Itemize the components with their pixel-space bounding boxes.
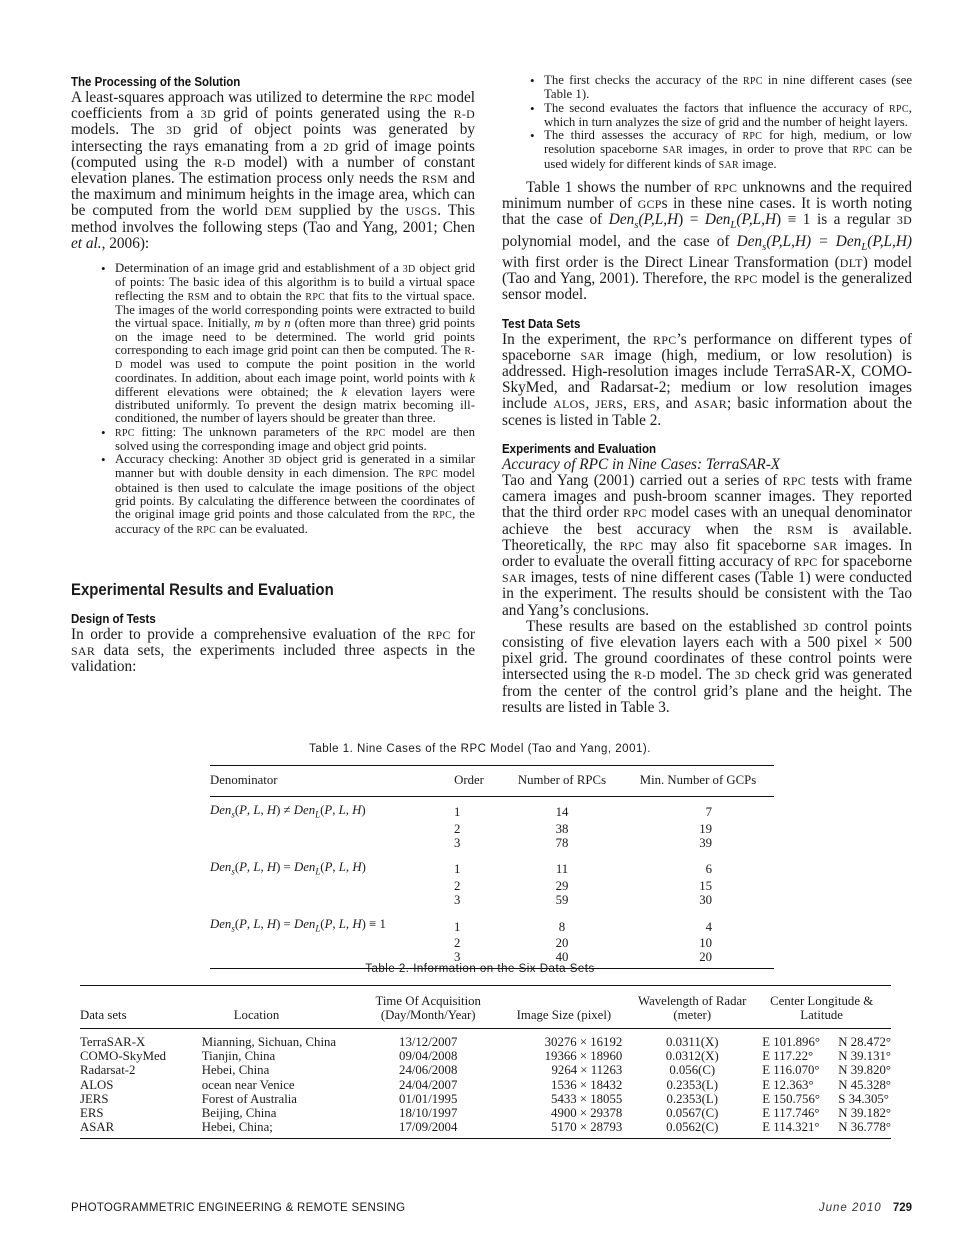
table2-caption: Table 2. Information on the Six Data Sets: [365, 963, 595, 975]
cell-latitude: N 39.182°: [838, 1106, 891, 1121]
cell-wavelength: 0.056(C): [669, 1063, 716, 1078]
cell-rpcs: 20: [555, 936, 569, 951]
heading-experimental-results: Experimental Results and Evaluation: [71, 579, 334, 599]
table-row: [80, 1120, 891, 1139]
page-number: 729: [892, 1202, 912, 1214]
cell-order: 3: [436, 950, 502, 969]
cell-denominator: Den$_s$(P, L, H) ≠ Den$_L$(P, L, H): [210, 803, 366, 820]
cell-data-set: ERS: [80, 1106, 104, 1121]
cell-center: [752, 1106, 891, 1120]
cell-center: [752, 1029, 891, 1050]
paragraph-processing: A least-squares approach was utilized to determine the RPC model coefficients from a 3D grid of points generated using the R-D models. The 3D grid of object points was generated by intersecting the rays emanating from a 2D grid of image points (computed using the R-D model) with a number of constant elevation planes. The estimation process only needs the RSM and the maximum and minimum heights in the image area, which can be computed from the world DEM supplied by the USGS. This method involves the following steps (Tao and Yang, 2001; Chen et al., 2006):: [71, 89, 476, 252]
cell-data-set: JERS: [80, 1091, 109, 1106]
cell-gcps: 30: [699, 893, 712, 908]
table2-body: [80, 1029, 891, 1139]
table2-header: Wavelength of Radar (meter): [632, 986, 752, 1029]
cell-center: [752, 1092, 891, 1106]
cell-size: 5170 × 28793: [496, 1120, 633, 1139]
heading-design-of-tests: Design of Tests: [71, 611, 156, 626]
table-row: [80, 1092, 891, 1106]
table1-header: Number of RPCs: [502, 766, 622, 797]
left-column: [71, 74, 475, 676]
cell-size: 5433 × 18055: [551, 1091, 623, 1106]
cell-longitude: E 150.756°: [762, 1091, 820, 1106]
cell-rpcs: 8: [558, 919, 566, 934]
bullet-list-steps: [71, 262, 475, 537]
cell-time: 24/06/2008: [399, 1063, 458, 1078]
cell-gcps: 39: [699, 835, 712, 850]
cell-size: 19366 × 18960: [544, 1049, 623, 1064]
table-row: [210, 879, 774, 893]
cell-longitude: E 116.070°: [762, 1063, 820, 1078]
cell-rpcs: 38: [555, 821, 569, 836]
footer-date: June 2010: [818, 1202, 882, 1214]
cell-gcps: 10: [699, 936, 712, 951]
cell-gcps: 20: [622, 950, 774, 969]
paragraph-design: In order to provide a comprehensive evaluation of the RPC for SAR data sets, the experiments included three aspects in the validation:: [71, 625, 475, 676]
cell-data-set: TerraSAR-X: [80, 1035, 146, 1049]
cell-latitude: N 28.472°: [838, 1035, 891, 1049]
cell-order: 2: [454, 821, 461, 836]
table-row: [210, 836, 774, 850]
cell-rpcs: 78: [555, 835, 569, 850]
list-item: • The first checks the accuracy of the RPC in nine different cases (see Table 1).: [544, 74, 912, 102]
cell-time: 13/12/2007: [399, 1035, 458, 1049]
table2-header: Center Longitude & Latitude: [752, 986, 891, 1029]
cell-data-set: ALOS: [80, 1077, 114, 1092]
table2-header: Location: [202, 986, 361, 1029]
cell-location: Mianning, Sichuan, China: [201, 1035, 337, 1049]
cell-latitude: N 45.328°: [838, 1077, 891, 1092]
cell-denominator: [210, 879, 436, 893]
cell-order: 1: [454, 919, 461, 934]
cell-denominator: [210, 936, 436, 950]
table-row: [210, 893, 774, 907]
cell-location: Hebei, China;: [202, 1120, 361, 1139]
cell-rpcs: 29: [555, 878, 569, 893]
table-row: [210, 797, 774, 822]
list-item: • RPC fitting: The unknown parameters of the RPC model are then solved using the corresponding image and object grid points.: [115, 426, 475, 454]
table1-body: [210, 797, 774, 969]
cell-order: 2: [454, 878, 461, 893]
cell-data-set: ASAR: [80, 1120, 202, 1139]
cell-size: 4900 × 29378: [551, 1106, 623, 1121]
cell-wavelength: 0.0567(C): [666, 1106, 719, 1121]
cell-location: Forest of Australia: [201, 1091, 297, 1106]
cell-wavelength: 0.0562(C): [632, 1120, 752, 1139]
cell-latitude: S 34.305°: [838, 1091, 889, 1106]
cell-longitude: E 12.363°: [762, 1077, 814, 1092]
cell-gcps: 19: [699, 821, 712, 836]
heading-processing: The Processing of the Solution: [71, 75, 241, 89]
cell-rpcs: 14: [555, 805, 569, 820]
cell-location: Hebei, China: [201, 1063, 270, 1078]
subheading-accuracy: Accuracy of RPC in Nine Cases: TerraSAR-X: [502, 455, 781, 473]
cell-data-set: Radarsat-2: [80, 1063, 136, 1078]
cell-order: 2: [454, 936, 461, 951]
cell-time: 18/10/1997: [399, 1106, 458, 1121]
paragraph-results: These results are based on the established 3D control points consisting of five elevation layers each with a 500 pixel × 500 pixel grid. The ground coordinates of these control points were intersected using the R-D model. The 3D check grid was generated from the center of the control grid’s plane and the height. The results are listed in Table 3.: [502, 617, 912, 716]
cell-size: 30276 × 16192: [544, 1035, 623, 1049]
table-row: [210, 850, 774, 879]
table-row: [80, 1049, 891, 1063]
cell-time: 01/01/1995: [399, 1091, 458, 1106]
list-item: • Accuracy checking: Another 3D object grid is generated in a similar manner but with double density in each dimension. The RPC model obtained is then used to calculate the image positions of the object grid points. By calculating the difference between the coordinates of the original image grid points and those calculated from the RPC, the accuracy of the RPC can be evaluated.: [115, 453, 475, 537]
cell-gcps: 15: [699, 878, 712, 893]
cell-longitude: E 114.321°: [762, 1120, 820, 1135]
cell-rpcs: 11: [555, 862, 569, 877]
table2-header: Data sets: [80, 986, 202, 1029]
cell-denominator: Den$_s$(P, L, H) = Den$_L$(P, L, H) ≡ 1: [210, 917, 386, 934]
table-row: [80, 1106, 891, 1120]
table1-caption: Table 1. Nine Cases of the RPC Model (Tao and Yang, 2001).: [309, 743, 651, 755]
cell-time: 09/04/2008: [399, 1049, 458, 1064]
table-row: [210, 936, 774, 950]
cell-center: [752, 1078, 891, 1092]
heading-test-data-sets: Test Data Sets: [502, 316, 581, 331]
cell-location: Tianjin, China: [201, 1049, 276, 1064]
footer-page-info: [819, 1202, 912, 1214]
paragraph-table1: Table 1 shows the number of RPC unknowns and the required minimum number of GCPs in these nine cases. It is worth noting that the case of Den$_s$(P,L,H) = Den$_L$(P,L,H) ≡ 1 is a regular 3D polynomial model, and the case of Den$_s$(P,L,H) = Den$_L$(P,L,H) with first order is the Direct Linear Transformation (DLT) model (Tao and Yang, 2001). Therefore, the RPC model is the generalized sensor model.: [502, 179, 913, 304]
list-item: • The second evaluates the factors that influence the accuracy of RPC, which in turn analyzes the size of grid and the number of height layers.: [544, 102, 912, 130]
cell-location: ocean near Venice: [201, 1077, 295, 1092]
cell-denominator: [210, 836, 436, 850]
cell-gcps: 4: [705, 919, 712, 934]
table-row: [80, 1063, 891, 1077]
cell-wavelength: 0.2353(L): [666, 1091, 719, 1106]
table2: [80, 985, 891, 1139]
table2-header: Time Of Acquisition (Day/Month/Year): [361, 986, 496, 1029]
list-item: • The third assesses the accuracy of RPC for high, medium, or low resolution spaceborne SAR images, in order to prove that RPC can be used widely for different kinds of SAR image.: [544, 129, 912, 172]
cell-center: [752, 1120, 891, 1139]
table-row: [210, 907, 774, 936]
cell-time: 17/09/2004: [361, 1120, 496, 1139]
table1: [210, 765, 774, 969]
cell-rpcs: 59: [555, 893, 569, 908]
paragraph-test-data: In the experiment, the RPC’s performance on different types of spaceborne SAR image (high, medium, or low resolution) is addressed. High-resolution images include TerraSAR-X, COMO-SkyMed, and Radarsat-2; medium or low resolution images include ALOS, JERS, ERS, and ASAR; basic information about the scenes is listed in Table 2.: [502, 330, 913, 429]
cell-location: Beijing, China: [201, 1106, 277, 1121]
table1-header: Min. Number of GCPs: [622, 766, 774, 797]
cell-longitude: E 117.746°: [762, 1106, 820, 1121]
cell-order: 1: [454, 862, 461, 877]
cell-latitude: N 39.131°: [838, 1049, 891, 1064]
cell-denominator: [210, 893, 436, 907]
table-row: [80, 1029, 891, 1050]
cell-denominator: [210, 822, 436, 836]
table-row: [210, 822, 774, 836]
bullet-list-aspects: [502, 74, 912, 172]
cell-denominator: Den$_s$(P, L, H) = Den$_L$(P, L, H): [210, 860, 366, 877]
table2-header: Image Size (pixel): [496, 986, 633, 1029]
list-item: • Determination of an image grid and establishment of a 3D object grid of points: The basic idea of this algorithm is to build a virtual space reflecting the RSM and to obtain the RPC that fits to the virtual space. The images of the world corresponding points were extracted to build the virtual space. Initially, m by n (often more than three) grid points on the image need to be determined. The world grid points corresponding to each image grid point can then be computed. The R-D model was used to compute the point position in the world coordinates. In addition, about each image point, world points with k different elevations were obtained; the k elevation layers were distributed uniformly. To prevent the design matrix becoming ill-conditioned, the number of layers should be greater than three.: [115, 262, 475, 426]
cell-order: 3: [454, 893, 461, 908]
cell-latitude: N 36.778°: [838, 1120, 891, 1135]
cell-order: 3: [454, 835, 461, 850]
table1-header: Order: [436, 766, 502, 797]
heading-experiments: Experiments and Evaluation: [502, 441, 657, 456]
cell-wavelength: 0.0311(X): [666, 1035, 719, 1049]
table1-header: Denominator: [210, 766, 436, 797]
cell-rpcs: 40: [502, 950, 622, 969]
table-row: [80, 1078, 891, 1092]
cell-center: [752, 1049, 891, 1063]
footer-journal: PHOTOGRAMMETRIC ENGINEERING & REMOTE SENSING: [71, 1202, 406, 1214]
cell-data-set: COMO-SkyMed: [80, 1049, 167, 1064]
cell-size: 9264 × 11263: [551, 1063, 623, 1078]
cell-gcps: 6: [705, 862, 712, 877]
cell-longitude: E 101.896°: [762, 1035, 820, 1049]
cell-wavelength: 0.2353(L): [666, 1077, 719, 1092]
cell-wavelength: 0.0312(X): [665, 1049, 719, 1064]
cell-time: 24/04/2007: [399, 1077, 458, 1092]
cell-longitude: E 117.22°: [762, 1049, 814, 1064]
cell-gcps: 7: [705, 805, 712, 820]
cell-center: [752, 1063, 891, 1077]
paragraph-tao-yang: Tao and Yang (2001) carried out a series of RPC tests with frame camera images and push-broom scanner images. They reported that the third order RPC model cases with an unequal denominator achieve the best accuracy when the RSM is available. Theoretically, the RPC may also fit spaceborne SAR images. In order to evaluate the overall fitting accuracy of RPC for spaceborne SAR images, tests of nine different cases (Table 1) were conducted in the experiment. The results should be consistent with the Tao and Yang’s conclusions.: [502, 472, 913, 619]
cell-order: 1: [454, 805, 461, 820]
cell-size: 1536 × 18432: [551, 1077, 623, 1092]
cell-latitude: N 39.820°: [838, 1063, 891, 1078]
right-column: [502, 74, 912, 716]
